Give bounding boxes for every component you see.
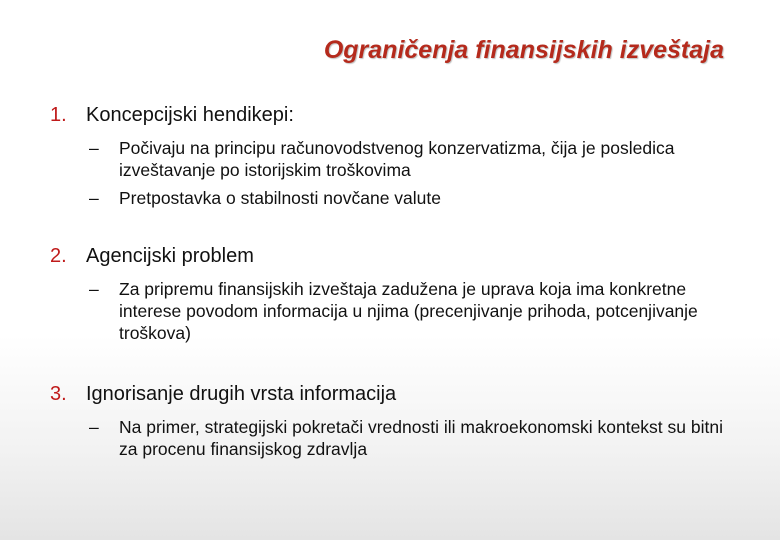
section-number: 2.: [50, 245, 67, 267]
section-ignoring-other-info: [50, 383, 750, 466]
dash-marker: –: [89, 188, 99, 208]
section-heading-text: Agencijski problem: [86, 245, 254, 267]
list-item: [50, 137, 750, 181]
bullet-text: Počivaju na principu računovodstvenog konzervatizma, čija je posledica izveštavanje po istorijskim troškovima: [119, 138, 675, 180]
bullet-text: Za pripremu finansijskih izveštaja zadužena je uprava koja ima konkretne interese povodom informacija u njima (precenjivanje prihoda, potcenjivanje troškova): [119, 279, 698, 343]
list-item: [50, 416, 750, 460]
section-heading: [50, 383, 750, 406]
section-heading: [50, 245, 750, 268]
list-item: [50, 278, 750, 344]
section-heading-text: Ignorisanje drugih vrsta informacija: [86, 383, 397, 405]
dash-marker: –: [89, 279, 99, 299]
section-agency-problem: [50, 245, 750, 350]
section-number: 1.: [50, 104, 67, 126]
bullet-list: [50, 137, 750, 209]
section-conceptual-handicaps: [50, 104, 750, 215]
section-number: 3.: [50, 383, 67, 405]
slide-title: Ograničenja finansijskih izveštaja: [323, 36, 724, 64]
bullet-list: [50, 416, 750, 460]
dash-marker: –: [89, 417, 99, 437]
list-item: [50, 187, 750, 209]
dash-marker: –: [89, 138, 99, 158]
bullet-text: Na primer, strategijski pokretači vrednosti ili makroekonomski kontekst su bitni za procenu finansijskog zdravlja: [119, 417, 723, 459]
bullet-list: [50, 278, 750, 344]
bullet-text: Pretpostavka o stabilnosti novčane valute: [119, 188, 441, 208]
section-heading-text: Koncepcijski hendikepi:: [86, 104, 294, 126]
section-heading: [50, 104, 750, 127]
